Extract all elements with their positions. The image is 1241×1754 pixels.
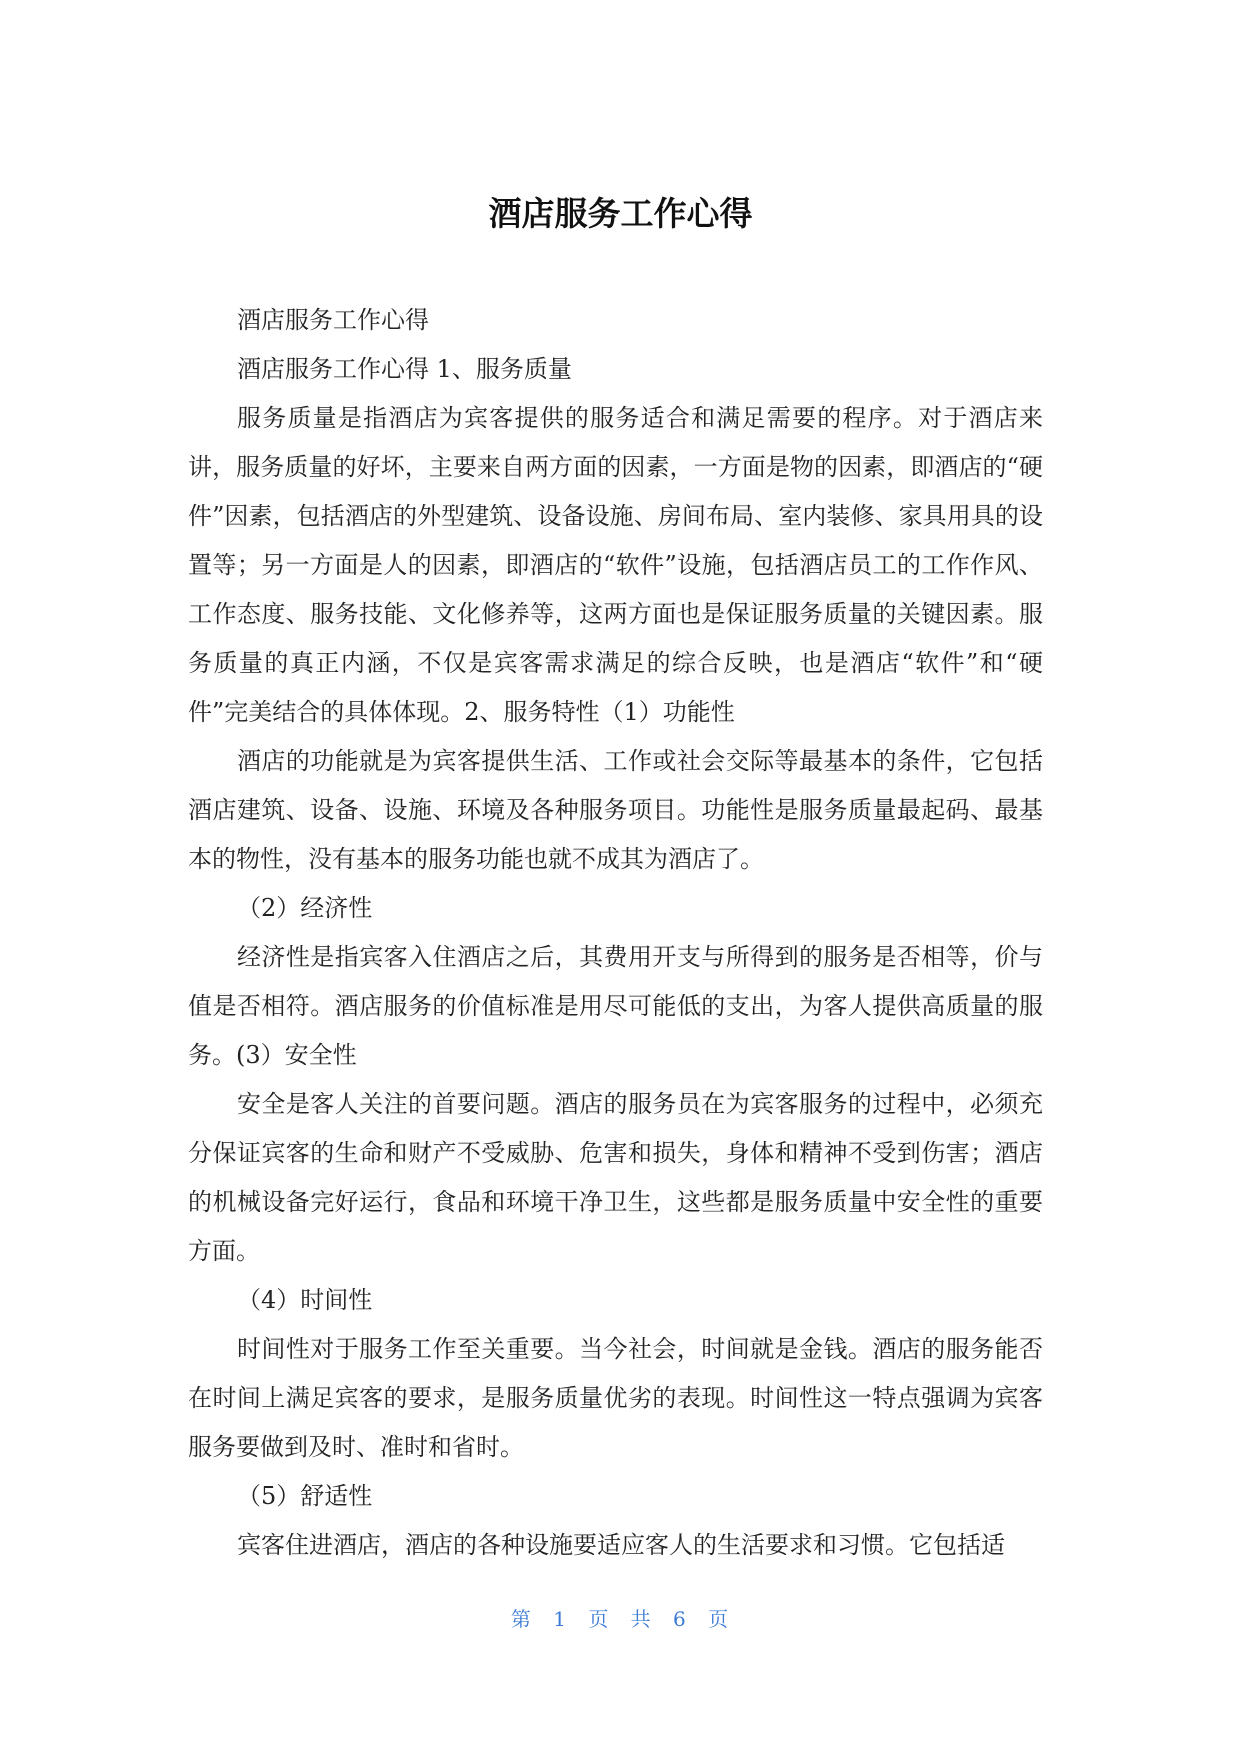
paragraph: 酒店服务工作心得 1、服务质量 [237, 355, 572, 383]
paragraph: （5）舒适性 [237, 1482, 373, 1510]
paragraph: 服务质量是指酒店为宾客提供的服务适合和满足需要的程序。对于酒店来讲，服务质量的好坏，主要来自两方面的因素，一方面是物的因素，即酒店的“硬件”因素，包括酒店的外型建筑、设备设施、房间布局、室内装修、家具用具的设置等；另一方面是人的因素，即酒店的“软件”设施，包括酒店员工的工作作风、工作态度、服务技能、文化修养等，这两方面也是保证服务质量的关键因素。服务质量的真正内涵，不仅是宾客需求满足的综合反映，也是酒店“软件”和“硬件”完美结合的具体体现。2、服务特性（1）功能性 [188, 404, 1043, 726]
paragraph: 酒店服务工作心得 [237, 306, 429, 334]
footer-label-of: 页 共 [588, 1607, 653, 1631]
paragraph: （4）时间性 [237, 1286, 373, 1314]
document-title: 酒店服务工作心得 [488, 194, 753, 233]
paragraph: （2）经济性 [237, 894, 373, 922]
paragraph: 安全是客人关注的首要问题。酒店的服务员在为宾客服务的过程中，必须充分保证宾客的生命和财产不受威胁、危害和损失，身体和精神不受到伤害；酒店的机械设备完好运行，食品和环境干净卫生，这些都是服务质量中安全性的重要方面。 [188, 1090, 1043, 1265]
paragraph: 宾客住进酒店，酒店的各种设施要适应客人的生活要求和习惯。它包括适 [237, 1531, 1005, 1559]
paragraph: 酒店的功能就是为宾客提供生活、工作或社会交际等最基本的条件，它包括酒店建筑、设备、设施、环境及各种服务项目。功能性是服务质量最起码、最基本的物性，没有基本的服务功能也就不成其为酒店了。 [188, 747, 1043, 873]
paragraph: 经济性是指宾客入住酒店之后，其费用开支与所得到的服务是否相等，价与值是否相符。酒店服务的价值标准是用尽可能低的支出，为客人提供高质量的服务。(3）安全性 [188, 943, 1043, 1069]
footer-current-page: 1 [553, 1607, 568, 1631]
footer-label-pages: 页 [708, 1607, 731, 1631]
page-footer [0, 1603, 1241, 1632]
paragraph: 时间性对于服务工作至关重要。当今社会，时间就是金钱。酒店的服务能否在时间上满足宾客的要求，是服务质量优劣的表现。时间性这一特点强调为宾客服务要做到及时、准时和省时。 [188, 1335, 1043, 1461]
footer-total-pages: 6 [673, 1607, 688, 1631]
document-body [188, 296, 1043, 1570]
footer-label-page: 第 [510, 1607, 533, 1631]
